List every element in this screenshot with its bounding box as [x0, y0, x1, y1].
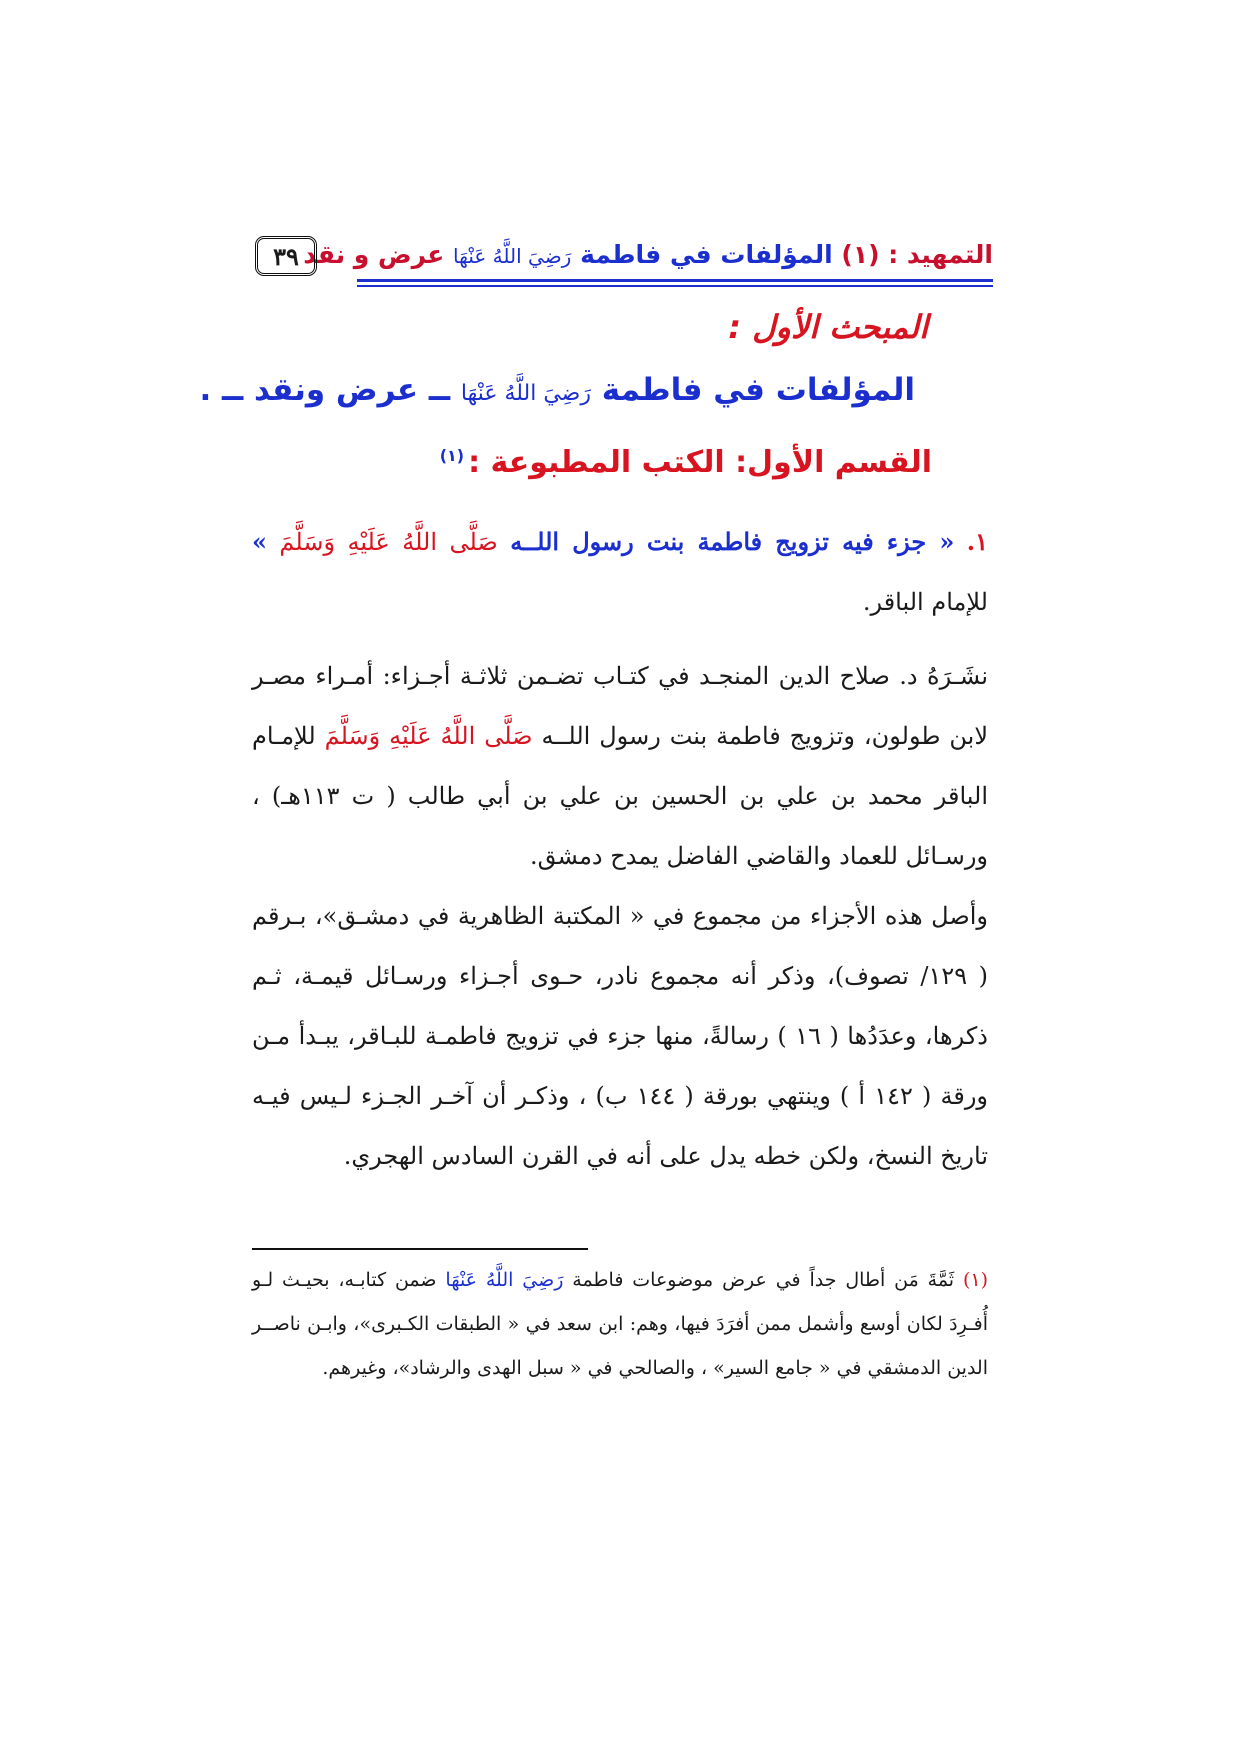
- honorific: رَضِيَ اللَّهُ عَنْهَا: [445, 1269, 564, 1291]
- honorific: صَلَّى اللَّهُ عَلَيْهِ وَسَلَّمَ: [279, 528, 498, 556]
- part-heading-text: القسم الأول: الكتب المطبوعة :: [468, 445, 932, 480]
- chapter-title-honorific: رَضِيَ اللَّهُ عَنْهَا: [460, 381, 591, 406]
- paragraph-text: للإمـام الباقر محمد بن علي بن الحسين بن علي بن أبي طالب ( ت ١١٣هـ) ، ورسـائل للعماد والقاضي الفاضل يمدح دمشق.: [252, 722, 989, 870]
- footnote-number: (١): [962, 1269, 989, 1291]
- running-header: [255, 236, 993, 286]
- list-item-number: ١.: [966, 527, 988, 556]
- running-title-part4: عرض و نقد: [303, 240, 445, 269]
- footnote-text: ثَمَّةَ مَن أطال جداً في عرض موضوعات فاطمة: [572, 1269, 955, 1291]
- running-title-part3: فاطمة: [580, 240, 662, 269]
- list-item: [252, 512, 988, 632]
- running-title-honorific: رَضِيَ اللَّهُ عَنْهَا: [453, 244, 572, 268]
- paragraph: وأصل هذه الأجزاء من مجموع في « المكتبة الظاهرية في دمشـق»، بـرقم ( ١٢٩/ تصوف)، وذكر أنه مجموع نادر، حـوى أجـزاء ورسـائل قيمـة، ثـم ذكرها، وعدَدُها ( ١٦ ) رسالةً، منها جزء في تزويج فاطمـة للبـاقر، يبـدأ مـن ورقة ( ١٤٢ أ ) وينتهي بورقة ( ١٤٤ ب) ، وذكـر أن آخـر الجـزء لـيس فيـه تاريخ النسخ، ولكن خطه يدل على أنه في القرن السادس الهجري.: [252, 902, 989, 1170]
- footnote: [252, 1258, 988, 1390]
- book-title-close: »: [252, 527, 267, 556]
- section-heading: المبحث الأول :: [728, 308, 928, 346]
- part-heading: [440, 445, 932, 480]
- honorific: صَلَّى اللَّهُ عَلَيْهِ وَسَلَّمَ: [324, 722, 533, 750]
- paragraph: [252, 646, 988, 886]
- footnote-reference[interactable]: (١): [439, 446, 465, 465]
- book-author: للإمام الباقر.: [862, 588, 988, 616]
- chapter-title-part1: المؤلفات في فاطمة: [601, 372, 915, 408]
- chapter-title: [199, 372, 915, 408]
- chapter-title-part2: ــ عرض ونقد ــ .: [199, 372, 451, 408]
- footnote-text: ضمن كتابـه، بحيـث لـو أُفـرِدَ لكان أوسع وأشمل ممن أفرَدَ فيها، وهم: ابن سعد في « الطبقات الكـبرى»، وابـن ناصــر الدين الدمشقي في « جامع السير» ، والصالحي في « سبل الهدى والرشاد»، وغيرهم.: [252, 1269, 988, 1379]
- paragraph-text: نشَـرَهُ د. صلاح الدين المنجـد في كتـاب تضـمن ثلاثـة أجـزاء: أمـراء مصـر لابن طولون، وتزويج فاطمة بنت رسول اللــه: [252, 662, 989, 750]
- running-title-part2: المؤلفات في: [670, 240, 833, 269]
- page-number: ٣٩: [255, 236, 317, 276]
- running-title-part1: التمهيد : (١): [841, 240, 993, 269]
- header-rule: [357, 279, 993, 282]
- running-title: [303, 240, 993, 269]
- book-title: « جزء فيه تزويج فاطمة بنت رسول اللــه: [510, 527, 955, 556]
- footnote-separator: [252, 1248, 588, 1250]
- header-rule-double: [357, 285, 993, 287]
